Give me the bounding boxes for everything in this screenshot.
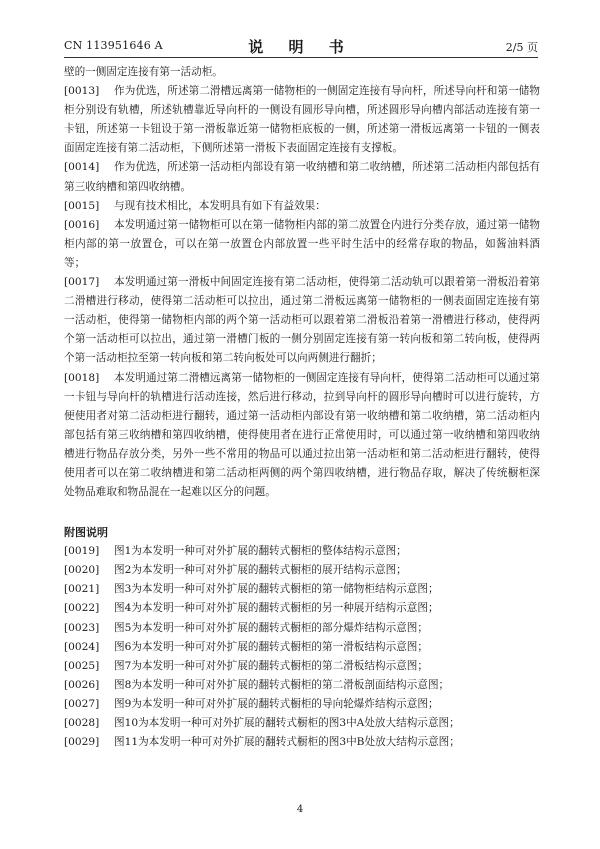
- paragraph-number: [0028]: [64, 717, 100, 729]
- figure-text: 图9为本发明一种可对外扩展的翻转式橱柜的导向轮爆炸结构示意图；: [114, 697, 439, 710]
- figure-text: 图2为本发明一种可对外扩展的翻转式橱柜的展开结构示意图；: [114, 564, 407, 577]
- figure-text: 图5为本发明一种可对外扩展的翻转式橱柜的部分爆炸结构示意图；: [114, 621, 428, 634]
- paragraph-number: [0027]: [64, 697, 100, 710]
- figure-item: [64, 580, 540, 599]
- figure-item: [64, 714, 540, 733]
- patent-number: CN 113951646 A: [64, 39, 163, 52]
- figure-item: [64, 695, 540, 714]
- figure-text: 图10为本发明一种可对外扩展的翻转式橱柜的图3中A处放大结构示意图；: [114, 717, 460, 729]
- paragraph-text: 与现有技术相比，本发明具有如下有益效果：: [114, 199, 326, 212]
- paragraph-number: [0020]: [64, 564, 100, 577]
- paragraph-number: [0018]: [64, 371, 100, 384]
- paragraph-number: [0026]: [64, 678, 100, 691]
- figure-item: [64, 733, 540, 752]
- paragraph-number: [0025]: [64, 659, 100, 672]
- paragraph-number: [0014]: [64, 161, 100, 174]
- figure-text: 图1为本发明一种可对外扩展的翻转式橱柜的整体结构示意图；: [114, 545, 407, 558]
- paragraph-number: [0017]: [64, 276, 100, 289]
- figure-text: 图3为本发明一种可对外扩展的翻转式橱柜的第一储物柜结构示意图；: [114, 583, 439, 596]
- section-heading: 附图说明: [64, 526, 108, 540]
- figure-text: 图11为本发明一种可对外扩展的翻转式橱柜的图3中B处放大结构示意图；: [114, 736, 460, 749]
- document-title: 说 明 书: [248, 38, 354, 56]
- paragraph-0018: [64, 369, 540, 503]
- paragraph-0015: [64, 197, 540, 216]
- document-body: [64, 63, 540, 752]
- paragraph-number: [0024]: [64, 640, 100, 653]
- paragraph-number: [0023]: [64, 621, 100, 634]
- paragraph-text: 作为优选，所述第一活动柜内部设有第一收纳槽和第二收纳槽，所述第二活动柜内部包括有第三收纳槽和第四收纳槽。: [64, 161, 540, 193]
- figure-item: [64, 619, 540, 638]
- figure-item: [64, 599, 540, 618]
- paragraph-text: 本发明通过第一滑板中间固定连接有第二活动柜，使得第二活动轨可以跟着第一滑板沿着第二滑槽进行移动，使得第二活动柜可以拉出，通过第二滑板远离第一储物柜的一侧表面固定连接有第一活动柜，使得第一储物柜内部的两个第一活动柜可以跟着第二滑板沿着第一滑槽进行移动，使得两个第一活动柜可以拉出，通过第一滑槽门板的一侧分别固定连接有第一转向板和第二转向板，使得两个第一活动柜拉至第一转向板和第二转向板处可以向两侧进行翻折；: [64, 276, 540, 365]
- paragraph-0014: [64, 158, 540, 196]
- figure-text: 图7为本发明一种可对外扩展的翻转式橱柜的第二滑板结构示意图；: [114, 659, 428, 672]
- figure-item: [64, 561, 540, 580]
- paragraph-number: [0019]: [64, 545, 100, 558]
- paragraph-number: [0013]: [64, 85, 100, 98]
- paragraph-text: 作为优选，所述第二滑槽远离第一储物柜的一侧固定连接有导向杆，所述导向杆和第一储物柜分别设有轨槽，所述轨槽靠近导向杆的一侧设有圆形导向槽，所述圆形导向槽内部活动连接有第一卡钮，所述第一卡钮设于第一滑板靠近第一储物柜底板的一侧，所述第一滑板远离第一卡钮的一侧表面固定连接有第二活动柜，下侧所述第一滑板下表面固定连接有支撑板。: [64, 85, 540, 155]
- paragraph-text: 本发明通过第一储物柜可以在第一储物柜内部的第二放置仓内进行分类存放，通过第一储物柜内部的第一放置仓，可以在第一放置仓内部放置一些平时生活中的经常存取的物品，如酱油料酒等；: [64, 218, 540, 269]
- page-number: 4: [296, 804, 304, 815]
- paragraph-0013: [64, 82, 540, 158]
- paragraph-0016: [64, 216, 540, 273]
- paragraph-0017: [64, 273, 540, 368]
- paragraph-number: [0022]: [64, 602, 100, 615]
- figure-item: [64, 638, 540, 657]
- paragraph-text: 本发明通过第二滑槽远离第一储物柜的一侧固定连接有导向杆，使得第二活动柜可以通过第一卡钮与导向杆的轨槽进行活动连接，然后进行移动，拉到导向杆的圆形导向槽时可以进行旋转，方便使用者对第二活动柜进行翻转，通过第一活动柜内部设有第一收纳槽和第二收纳槽，第二活动柜内部包括有第三收纳槽和第四收纳槽，使得使用者在进行正常使用时，可以通过第一收纳槽和第四收纳槽进行物品存放分类，另外一些不常用的物品可以通过拉出第一活动柜和第二活动柜进行翻转，使得使用者可以在第二收纳槽进和第二活动柜两侧的两个第四收纳槽，进行物品存取，解决了传统橱柜深处物品难取和物品混在一起难以区分的问题。: [64, 371, 540, 499]
- figure-text: 图6为本发明一种可对外扩展的翻转式橱柜的第一滑板结构示意图；: [114, 640, 428, 653]
- continuation-text: 壁的一侧固定连接有第一活动柜。: [64, 66, 223, 78]
- paragraph-number: [0029]: [64, 736, 100, 749]
- figure-text: 图8为本发明一种可对外扩展的翻转式橱柜的第二滑板剖面结构示意图；: [114, 678, 450, 691]
- figure-item: [64, 657, 540, 676]
- paragraph-number: [0015]: [64, 199, 100, 212]
- figure-text: 图4为本发明一种可对外扩展的翻转式橱柜的另一种展开结构示意图；: [114, 602, 439, 615]
- page-header: [64, 36, 538, 56]
- paragraph-number: [0016]: [64, 218, 100, 231]
- paragraph-number: [0021]: [64, 583, 100, 596]
- header-divider: [64, 57, 538, 58]
- figure-item: [64, 676, 540, 695]
- page-indicator: 2/5 页: [505, 41, 538, 54]
- figure-item: [64, 542, 540, 561]
